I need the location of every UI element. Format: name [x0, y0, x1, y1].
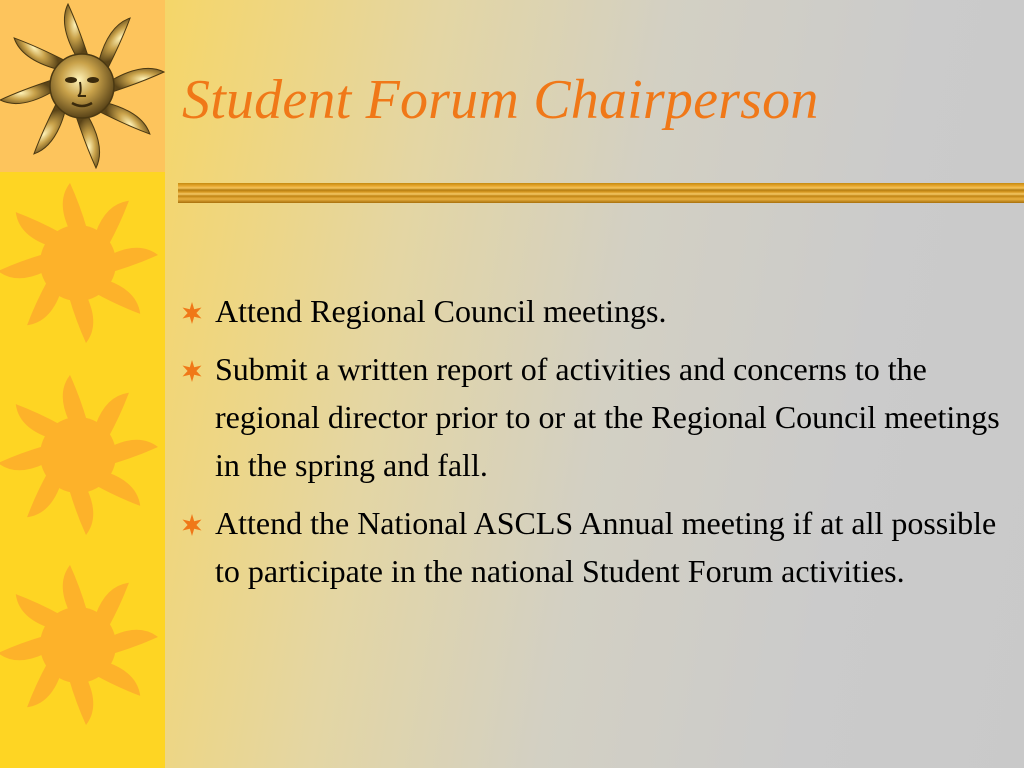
sun-icon: [0, 370, 165, 540]
slide-title: Student Forum Chairperson: [182, 69, 819, 131]
sidebar: [0, 0, 165, 768]
bullet-text: Submit a written report of activities and concerns to the regional director prior to or at the Regional Council meetings in the spring and fall.: [215, 351, 1000, 483]
six-point-star-icon: [180, 513, 204, 537]
bullet-item: [180, 287, 1010, 335]
bullet-item: [180, 345, 1010, 489]
six-point-star-icon: [180, 301, 204, 325]
sun-icon: [0, 560, 165, 730]
bullet-item: [180, 499, 1010, 595]
sun-face-logo: [0, 0, 165, 172]
golden-sun-face-icon: [0, 0, 165, 172]
sun-icon: [0, 178, 165, 348]
six-point-star-icon: [180, 359, 204, 383]
bullet-text: Attend Regional Council meetings.: [215, 293, 667, 329]
title-divider-rule: [178, 183, 1024, 203]
bullet-text: Attend the National ASCLS Annual meeting if at all possible to participate in the national Student Forum activities.: [215, 505, 997, 589]
bullet-list: [180, 287, 1010, 605]
